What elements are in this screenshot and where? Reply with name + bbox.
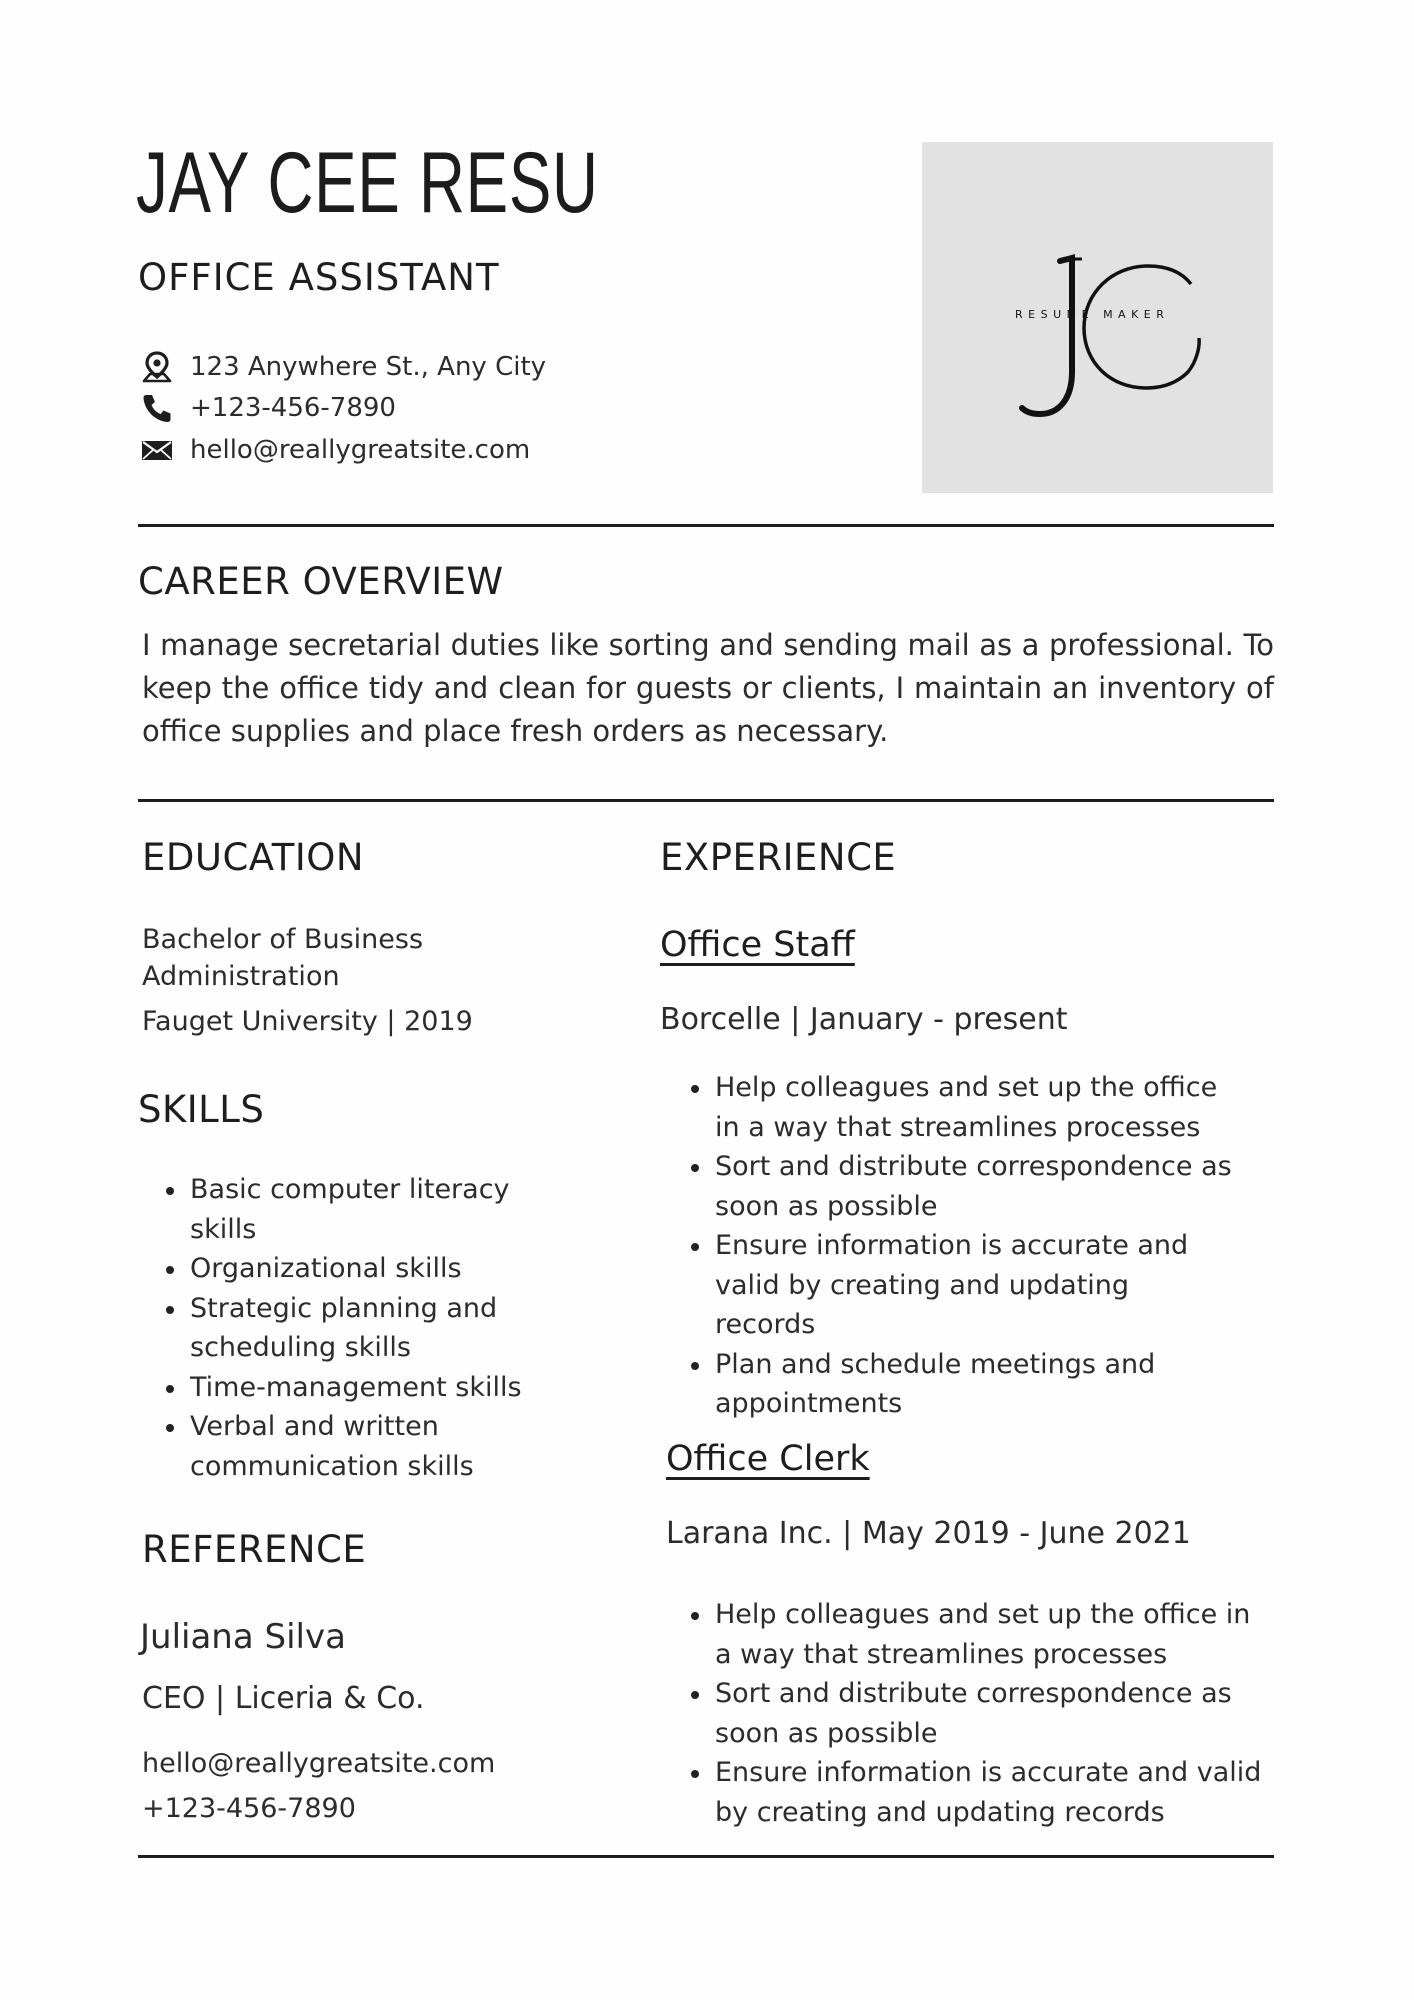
skill-item: Verbal and written communication skills [190,1407,580,1486]
education-heading: EDUCATION [142,836,365,879]
skills-heading: SKILLS [138,1088,265,1131]
contact-address [140,349,546,385]
job-meta: Borcelle | January - present [660,1002,1068,1037]
skill-item: Time-management skills [190,1368,580,1408]
reference-heading: REFERENCE [142,1528,367,1571]
phone-text: +123-456-7890 [190,393,396,423]
reference-email: hello@reallygreatsite.com [142,1748,496,1779]
job-meta: Larana Inc. | May 2019 - June 2021 [666,1516,1191,1551]
reference-role: CEO | Liceria & Co. [142,1681,425,1716]
job-duty: Ensure information is accurate and valid by creating and updating records [715,1226,1235,1345]
skill-item: Strategic planning and scheduling skills [190,1289,580,1368]
reference-phone: +123-456-7890 [142,1793,356,1824]
divider [138,799,1274,802]
experience-heading: EXPERIENCE [660,836,897,879]
career-overview-heading: CAREER OVERVIEW [138,560,504,603]
job-duty: Help colleagues and set up the office in a way that streamlines processes [715,1068,1235,1147]
candidate-name: JAY CEE RESU [136,135,599,231]
job-duties-list [715,1068,1235,1424]
job-title: Office Staff [660,925,855,965]
education-degree-line2: Administration [142,961,340,992]
reference-name: Juliana Silva [140,1617,346,1657]
job-title: Office Clerk [666,1439,870,1479]
job-duty: Ensure information is accurate and valid by creating and updating records [715,1753,1275,1832]
job-duty: Help colleagues and set up the office in a way that streamlines processes [715,1595,1275,1674]
education-school: Fauget University | 2019 [142,1006,473,1037]
skill-item: Basic computer literacy skills [190,1170,580,1249]
job-duties-list [715,1595,1275,1832]
location-pin-icon [140,350,174,384]
job-role: OFFICE ASSISTANT [138,256,500,299]
job-duty: Sort and distribute correspondence as soon as possible [715,1147,1235,1226]
phone-icon [140,391,174,425]
divider [138,524,1274,527]
contact-phone [140,390,396,426]
skills-list [190,1170,580,1486]
monogram-logo [922,142,1273,493]
career-overview-text: I manage secretarial duties like sorting and sending mail as a professional. To keep the office tidy and clean for guests or clients, I maintain an inventory of office supplies and place fresh orders as necessary. [142,628,1274,748]
job-duty: Sort and distribute correspondence as soon as possible [715,1674,1275,1753]
email-text: hello@reallygreatsite.com [190,435,531,465]
contact-email [140,432,530,468]
skill-item: Organizational skills [190,1249,580,1289]
envelope-icon [140,433,174,467]
job-duty: Plan and schedule meetings and appointments [715,1345,1235,1424]
education-degree-line1: Bachelor of Business [142,924,424,955]
divider [138,1855,1274,1858]
address-text: 123 Anywhere St., Any City [190,352,547,382]
logo-tagline: RESUME MAKER [1015,308,1170,321]
logo-box [922,142,1273,493]
